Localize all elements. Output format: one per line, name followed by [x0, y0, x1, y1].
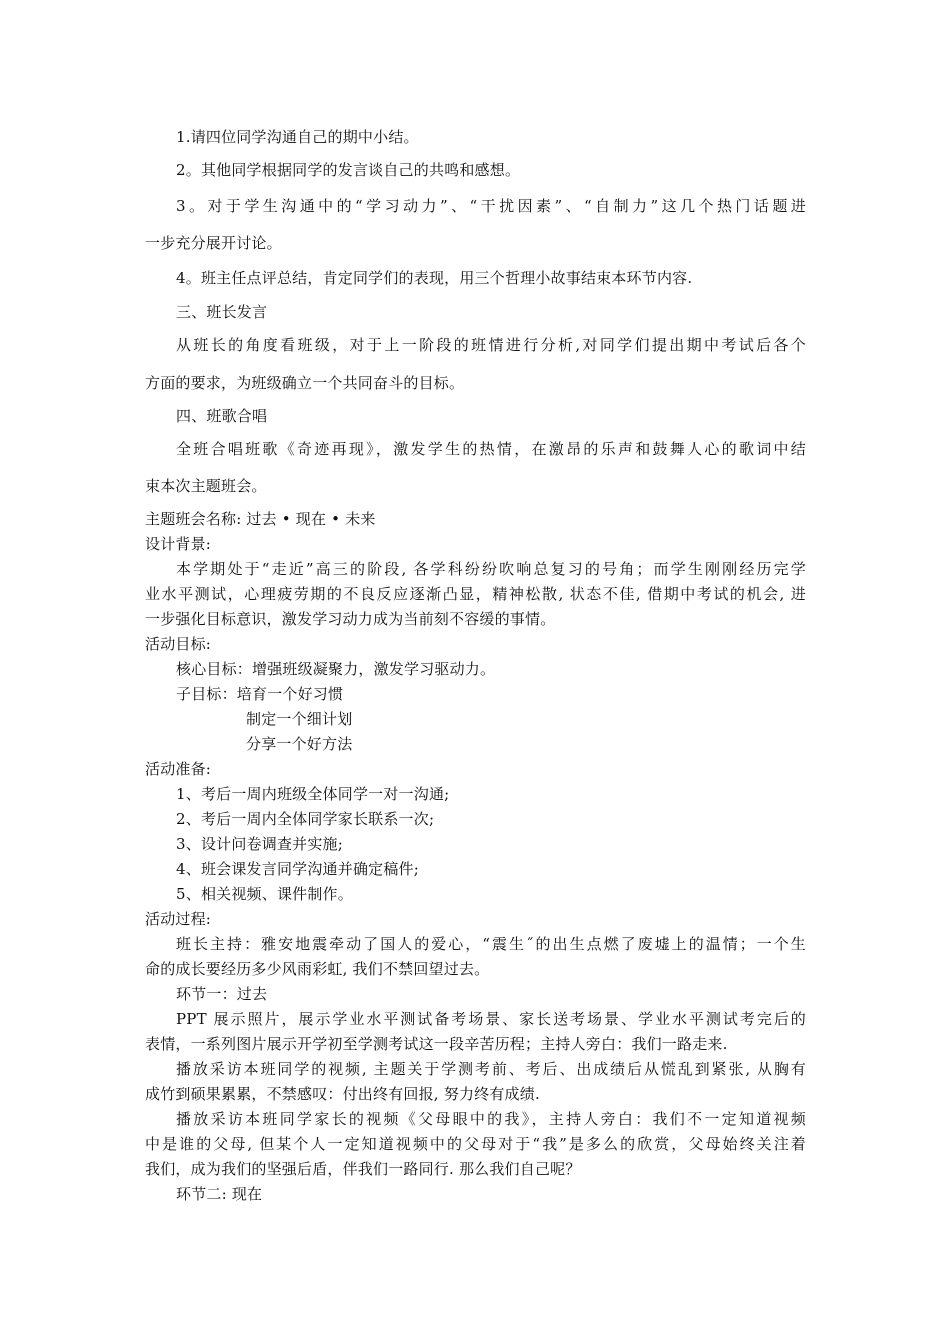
sub-goal-2: 制定一个细计划 [246, 710, 353, 728]
sub-goal-1: 子目标：培育一个好习惯 [176, 685, 344, 703]
link1-para3-line-1: 播放采访本班同学家长的视频《父母眼中的我》，主持人旁白：我们不一定知道视频 [176, 1110, 806, 1128]
process-label: 活动过程: [145, 910, 212, 928]
link1-para1-line-2: 表情，一系列图片展示开学初至学测考试这一段辛苦历程；主持人旁白：我们一路走来. [145, 1035, 728, 1053]
discussion-item-3-line-2: 一步充分展开讨论。 [145, 234, 282, 252]
background-line-3: 一步强化目标意识，激发学习动力成为当前刻不容缓的事情。 [145, 610, 556, 628]
core-goal: 核心目标：增强班级凝聚力，激发学习驱动力。 [176, 660, 496, 678]
heading-class-monitor-speech: 三、班长发言 [176, 303, 268, 321]
monitor-speech-line-2: 方面的要求，为班级确立一个共同奋斗的目标。 [145, 374, 465, 392]
sub-goal-3: 分享一个好方法 [246, 735, 353, 753]
class-song-line-1: 全班合唱班歌《奇迹再现》，激发学生的热情，在激昂的乐声和鼓舞人心的歌词中结 [176, 440, 806, 458]
background-label: 设计背景: [145, 535, 212, 553]
prep-item: 5、相关视频、课件制作。 [176, 885, 353, 903]
discussion-item-3-line-1: 3。对于学生沟通中的“学习动力”、“干扰因素”、“自制力”这几个热门话题进 [176, 197, 806, 215]
link1-title: 环节一：过去 [176, 985, 268, 1003]
prep-item: 2、考后一周内全体同学家长联系一次; [176, 810, 435, 828]
discussion-item-2: 2。其他同学根据同学的发言谈自己的共鸣和感想。 [176, 161, 521, 179]
monitor-speech-line-1: 从班长的角度看班级，对于上一阶段的班情进行分析,对同学们提出期中考试后各个 [176, 336, 806, 354]
link1-para2-line-2: 成竹到硕果累累，不禁感叹：付出终有回报, 努力终有成绩. [145, 1085, 540, 1103]
prep-label: 活动准备: [145, 760, 212, 778]
host-line-1: 班长主持：雅安地震牵动了国人的爱心，“震生˝的出生点燃了废墟上的温情；一个生 [176, 935, 806, 953]
heading-class-song: 四、班歌合唱 [176, 407, 268, 425]
discussion-item-1: 1.请四位同学沟通自己的期中小结。 [176, 128, 419, 146]
prep-item: 1、考后一周内班级全体同学一对一沟通; [176, 785, 450, 803]
link1-para3-line-3: 我们，成为我们的坚强后盾，伴我们一路同行. 那么我们自己呢？ [145, 1160, 581, 1178]
prep-item: 3、设计问卷调查并实施; [176, 835, 343, 853]
class-song-line-2: 束本次主题班会。 [145, 477, 267, 495]
link1-para3-line-2: 中是谁的父母, 但某个人一定知道视频中的父母对于“我”是多么的欣赏，父母始终关注着 [145, 1135, 806, 1153]
goals-label: 活动目标: [145, 635, 212, 653]
link1-para1-line-1: PPT 展示照片，展示学业水平测试备考场景、家长送考场景、学业水平测试考完后的 [176, 1010, 806, 1028]
background-line-1: 本学期处于“走近”高三的阶段, 各学科纷纷吹响总复习的号角；而学生刚刚经历完学 [176, 560, 806, 578]
host-line-2: 命的成长要经历多少风雨彩虹, 我们不禁回望过去。 [145, 960, 490, 978]
link1-para2-line-1: 播放采访本班同学的视频, 主题关于学测考前、考后、出成绩后从慌乱到紧张, 从胸有 [176, 1060, 806, 1078]
prep-item: 4、班会课发言同学沟通并确定稿件; [176, 860, 419, 878]
link2-title: 环节二: 现在 [176, 1185, 263, 1203]
meeting-title: 主题班会名称: 过去 • 现在 • 未来 [145, 510, 376, 528]
discussion-item-4: 4。班主任点评总结，肯定同学们的表现，用三个哲理小故事结束本环节内容. [176, 269, 693, 287]
background-line-2: 业水平测试，心理疲劳期的不良反应逐渐凸显，精神松散, 状态不佳, 借期中考试的机会, 进 [145, 585, 806, 603]
